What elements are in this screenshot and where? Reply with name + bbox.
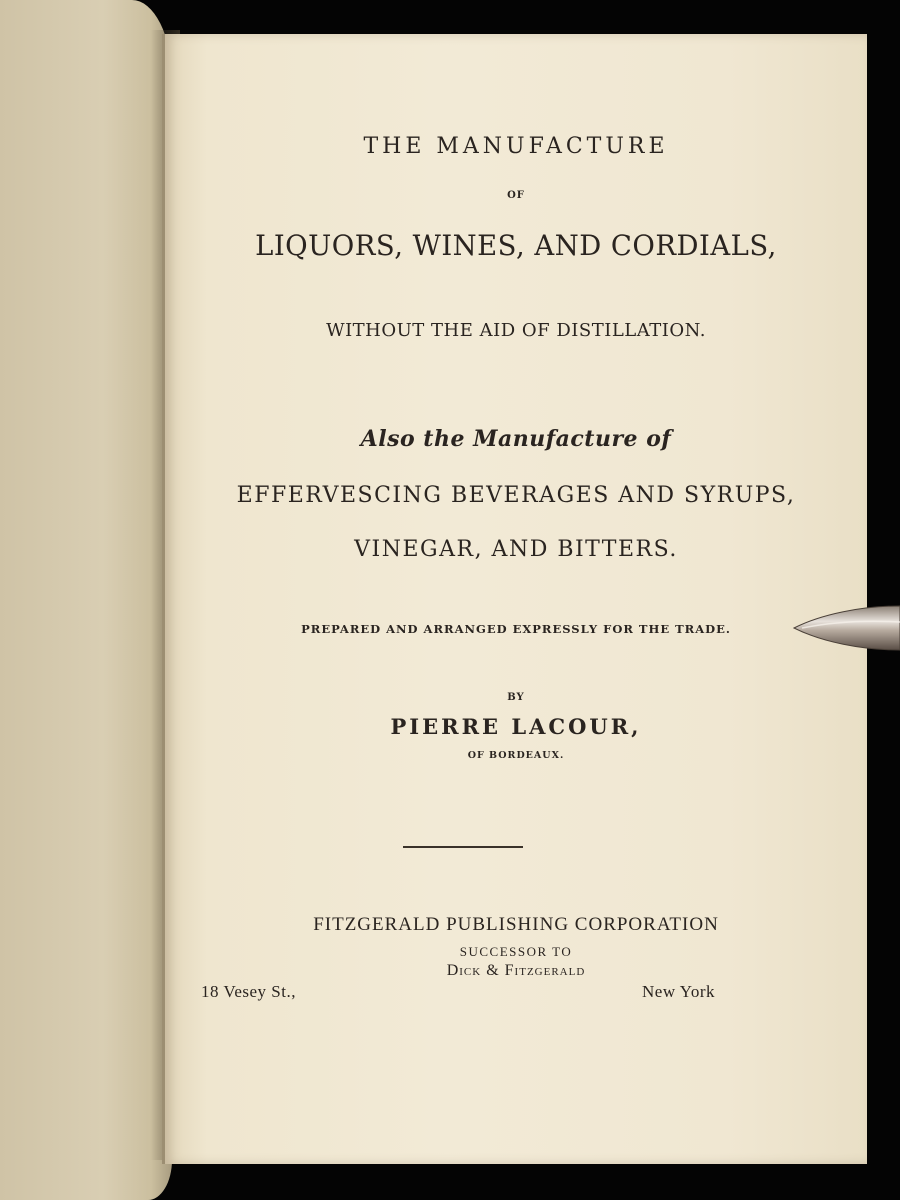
title-line-liquors: LIQUORS, WINES, AND CORDIALS, (255, 229, 777, 262)
title-line-also: Also the Manufacture of (360, 426, 672, 452)
left-page (0, 0, 172, 1200)
title-line-vinegar: VINEGAR, AND BITTERS. (354, 537, 678, 562)
author-name: PIERRE LACOUR, (390, 714, 642, 739)
title-line-distillation: WITHOUT THE AID OF DISTILLATION. (326, 320, 706, 341)
title-page (162, 34, 867, 1164)
title-line-by: BY (507, 692, 525, 703)
title-line-effervescing: EFFERVESCING BEVERAGES AND SYRUPS, (236, 483, 796, 508)
author-origin: OF BORDEAUX. (467, 750, 565, 761)
publisher-address: 18 Vesey St., (201, 982, 296, 1001)
publisher-city: New York (642, 982, 715, 1001)
publisher-predecessor: Dick & Fitzgerald (446, 962, 586, 979)
title-line-manufacture: THE MANUFACTURE (363, 134, 669, 159)
title-line-prepared: PREPARED AND ARRANGED EXPRESSLY FOR THE TRADE. (301, 622, 731, 636)
publisher-successor: SUCCESSOR TO (459, 944, 573, 959)
metal-pointer-icon (792, 602, 900, 654)
divider-rule (403, 846, 523, 848)
publisher-name: FITZGERALD PUBLISHING CORPORATION (313, 914, 719, 935)
title-line-of: OF (507, 190, 525, 201)
